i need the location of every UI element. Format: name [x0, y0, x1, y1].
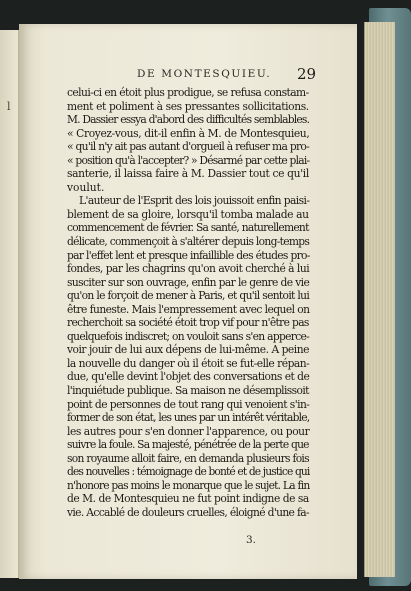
text-line: point de personnes de tout rang qui venoient s'in- — [67, 397, 310, 411]
running-head: DE MONTESQUIEU. — [137, 68, 272, 80]
text-line: être funeste. Mais l'empressement avec lequel on — [67, 302, 310, 316]
text-line: les autres pour s'en donner l'apparence, ou pour — [67, 424, 310, 438]
text-line: « position qu'à l'accepter? » Désarmé par cette plai- — [67, 153, 310, 167]
text-line: voir jouir de lui aux dépens de lui-même. A peine — [67, 343, 309, 357]
text-line: voulut. — [67, 180, 105, 194]
text-line: susciter sur son ouvrage, enfin par le genre de vie — [67, 275, 310, 289]
text-line: « Croyez-vous, dit-il enfin à M. de Montesquieu, — [67, 126, 310, 140]
page-number: 29 — [297, 65, 317, 83]
text-line: blement de sa gloire, lorsqu'il tomba malade au — [67, 207, 309, 221]
previous-page-edge — [0, 30, 19, 578]
text-line: L'auteur de l'Esprit des lois jouissoit enfin paisi- — [79, 194, 310, 208]
text-line: la nouvelle du danger où il étoit se fut-elle répan- — [67, 356, 310, 370]
text-line: délicate, commençoit à s'altérer depuis long-temps — [67, 235, 310, 249]
text-line: recherchoit sa société étoit trop vif pour n'être pas — [67, 316, 309, 330]
text-line: commencement de février. Sa santé, naturellement — [67, 221, 309, 235]
text-line: quelquefois indiscret; on vouloit sans s'en apperce- — [67, 329, 310, 343]
book-page — [19, 24, 357, 579]
body-text — [67, 86, 309, 520]
text-line: due, qu'elle devint l'objet des conversations et de — [67, 370, 310, 384]
text-line: ment et poliment à ses pressantes sollicitations. — [67, 99, 309, 113]
previous-page-margin-char: l — [7, 100, 11, 113]
text-line: « qu'il n'y ait pas autant d'orgueil à refuser ma pro- — [67, 140, 310, 154]
text-line: qu'on le forçoit de mener à Paris, et qu'il sentoit lui — [67, 289, 310, 303]
text-line: celui-ci en étoit plus prodigue, se refusa constam- — [67, 86, 309, 99]
text-line: fondes, par les chagrins qu'on avoit cherché à lui — [67, 262, 310, 276]
text-line: suivre la foule. Sa majesté, pénétrée de la perte que — [67, 438, 309, 452]
text-line: M. Dassier essya d'abord des difficultés semblables. — [67, 113, 310, 127]
text-line: des nouvelles : témoignage de bonté et de justice qui — [67, 465, 310, 479]
text-line: former de son état, les unes par un intérêt véritable, — [67, 411, 310, 425]
text-line: vie. Accablé de douleurs cruelles, éloigné d'une fa- — [67, 505, 309, 519]
signature-mark: 3. — [246, 534, 257, 546]
text-line: son royaume alloit faire, en demanda plusieurs fois — [67, 451, 309, 465]
text-line: santerie, il laissa faire à M. Dassier tout ce qu'il — [67, 167, 309, 181]
text-line: l'inquiétude publique. Sa maison ne désemplissoit — [67, 384, 309, 398]
text-line: de M. de Montesquieu ne fut point indigne de sa — [67, 492, 309, 506]
page-edges — [364, 22, 395, 577]
text-line: n'honore pas moins le monarque que le sujet. La fin — [67, 478, 310, 492]
text-line: par l'effet lent et presque infaillible des études pro- — [67, 248, 310, 262]
